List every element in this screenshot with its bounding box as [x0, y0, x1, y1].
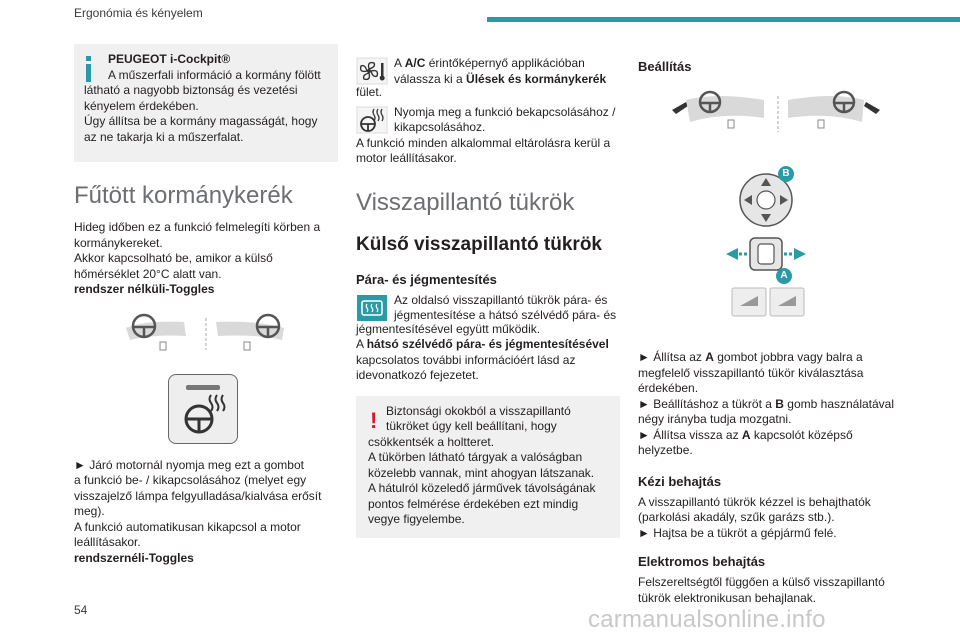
warning-line: A hátulról közeledő járművek távolságának: [368, 481, 596, 495]
mirror-dashboard-illustration: [638, 90, 902, 142]
text: ► Állítsa vissza az: [638, 427, 742, 442]
label-a: A: [780, 270, 788, 281]
text-line: kapcsolatos további információért lásd az: [356, 352, 576, 367]
heading-adjustment: Beállítás: [638, 59, 692, 74]
intro-line: kormánykereket.: [74, 235, 163, 250]
mirror-joystick-icon: [638, 156, 902, 326]
text-line: Az oldalsó visszapillantó tükrök pára- és: [394, 292, 608, 307]
heading-exterior-mirrors: Külső visszapillantó tükrök: [356, 233, 602, 255]
tab-name: Ülések és kormánykerék: [466, 71, 607, 86]
dashboard-illustration: [74, 310, 338, 362]
text: érdekében.: [638, 381, 699, 395]
info-box: [74, 44, 338, 162]
info-icon: [86, 56, 92, 82]
intro-line: hőmérséklet 20°C alatt van.: [74, 266, 222, 281]
text-line: idevonatkozó fejezetet.: [356, 368, 479, 382]
heated-wheel-button-icon: [168, 374, 238, 444]
ac-instruction: [356, 56, 620, 87]
warning-line: A tükörben látható tárgyak a valóságban: [368, 450, 583, 464]
text: helyzetbe.: [638, 443, 693, 457]
bullet-line: A funkció automatikusan kikapcsol a motor: [74, 519, 301, 534]
section-header: Ergonómia és kényelem: [74, 6, 203, 20]
text: érintőképernyő applikációban: [425, 56, 585, 70]
bullet-line: meg).: [74, 504, 105, 518]
text-line: (parkolási akadály, szűk garázs stb.).: [638, 510, 835, 524]
text-line: fület.: [356, 85, 383, 99]
text: négy irányba tudja mozgatni.: [638, 412, 792, 426]
text-line: A visszapillantó tükrök kézzel is behajthatók: [638, 494, 871, 509]
warning-line: csökkentsék a holtteret.: [368, 434, 495, 449]
warning-line: vegye figyelembe.: [368, 512, 465, 526]
left-steering-wheel-icon: [126, 315, 186, 350]
text-line: jégmentesítésével együtt működik.: [356, 321, 541, 336]
text: ► Beállításhoz a tükröt a: [638, 396, 776, 411]
column-middle: [356, 56, 620, 538]
bullet-line: visszajelző lámpa felgyulladása/kialvása erősít: [74, 488, 322, 503]
intro-line: Akkor kapcsolható be, amikor a külső: [74, 251, 273, 265]
text-line: Felszereltségtől függően a külső visszapillantó: [638, 575, 885, 589]
press-instruction: [356, 105, 620, 136]
ac-label: A/C: [404, 56, 426, 70]
info-line: az ne takarja ki a műszerfalat.: [84, 129, 244, 144]
text-line: A funkció minden alkalommal eltárolásra kerül a: [356, 135, 611, 150]
text-line: jégmentesítése a hátsó szélvédő pára- és: [394, 308, 617, 322]
column-left: [74, 44, 338, 566]
text: ► Állítsa az: [638, 350, 706, 364]
intro-line: Hideg időben ez a funkció felmelegíti körben a: [74, 220, 321, 234]
subheading-without-system: rendszer nélküli-Toggles: [74, 282, 215, 296]
heated-steering-wheel-icon: [356, 106, 388, 134]
bullet-line: a funkció be- / kikapcsolásához (melyet egy: [74, 473, 307, 487]
rear-defrost-icon: [356, 294, 388, 322]
mirror-control-illustration: [638, 156, 902, 326]
button-ref: A: [741, 427, 751, 442]
cross-ref: hátsó szélvédő pára- és jégmentesítésével: [366, 337, 609, 351]
info-line: Úgy állítsa be a kormány magasságát, hogy: [84, 114, 318, 128]
text: megfelelő visszapillantó tükör kiválasztása: [638, 365, 864, 380]
warning-box: [356, 396, 620, 538]
right-steering-wheel-icon: [216, 315, 284, 350]
heading-mirrors: Visszapillantó tükrök: [356, 188, 575, 216]
column-right: [638, 58, 902, 606]
text: válassza ki a: [394, 71, 467, 86]
heading-heated-steering-wheel: Fűtött kormánykerék: [74, 182, 293, 209]
fan-icon: [356, 57, 388, 85]
button-ref: B: [775, 396, 784, 411]
text-line: motor leállításakor.: [356, 151, 457, 165]
subheading-defrost: Pára- és jégmentesítés: [356, 271, 497, 287]
label-b: B: [782, 168, 790, 179]
right-mirror-icon: [788, 92, 880, 128]
defrost-instruction: [356, 293, 620, 324]
text-line: kikapcsolásához.: [394, 120, 486, 134]
bullet-line: ► Járó motornál nyomja meg ezt a gombot: [74, 457, 304, 472]
watermark: carmanualsonline.info: [588, 606, 826, 633]
button-ref: A: [705, 350, 714, 364]
warning-line: tükröket úgy kell beállítani, hogy: [386, 419, 557, 433]
subheading-manual-folding: Kézi behajtás: [638, 473, 722, 489]
warning-line: pontos felmérése érdekében ezt mindig: [368, 496, 579, 511]
warning-line: közelebb vannak, mint ahogyan látszanak.: [368, 465, 595, 480]
text-line: Nyomja meg a funkció bekapcsolásához /: [394, 104, 616, 119]
info-line: A műszerfali információ a kormány fölött: [108, 67, 321, 82]
text-line: ► Hajtsa be a tükröt a gépjármű felé.: [638, 525, 837, 540]
info-title: PEUGEOT i-Cockpit®: [108, 52, 231, 66]
text: A: [394, 56, 405, 70]
header-accent-bar: [487, 17, 960, 22]
left-mirror-icon: [672, 92, 764, 128]
text-line: tükrök elektronikusan behajlanak.: [638, 590, 817, 605]
page-number: 54: [74, 603, 88, 617]
text: A: [356, 337, 367, 351]
warning-icon: !: [370, 407, 378, 433]
text: gomb használatával: [783, 396, 895, 411]
bullet-line: leállításakor.: [74, 535, 141, 549]
subheading-with-system: rendszernéli-Toggles: [74, 550, 194, 565]
warning-line: Biztonsági okokból a visszapillantó: [386, 403, 571, 418]
subheading-electric-folding: Elektromos behajtás: [638, 554, 766, 569]
text: gombot jobbra vagy balra a: [713, 350, 863, 364]
info-line: kényelem érdekében.: [84, 98, 199, 113]
text: kapcsolót középső: [750, 427, 853, 442]
info-line: látható a nagyobb biztonság és vezetési: [84, 83, 298, 97]
